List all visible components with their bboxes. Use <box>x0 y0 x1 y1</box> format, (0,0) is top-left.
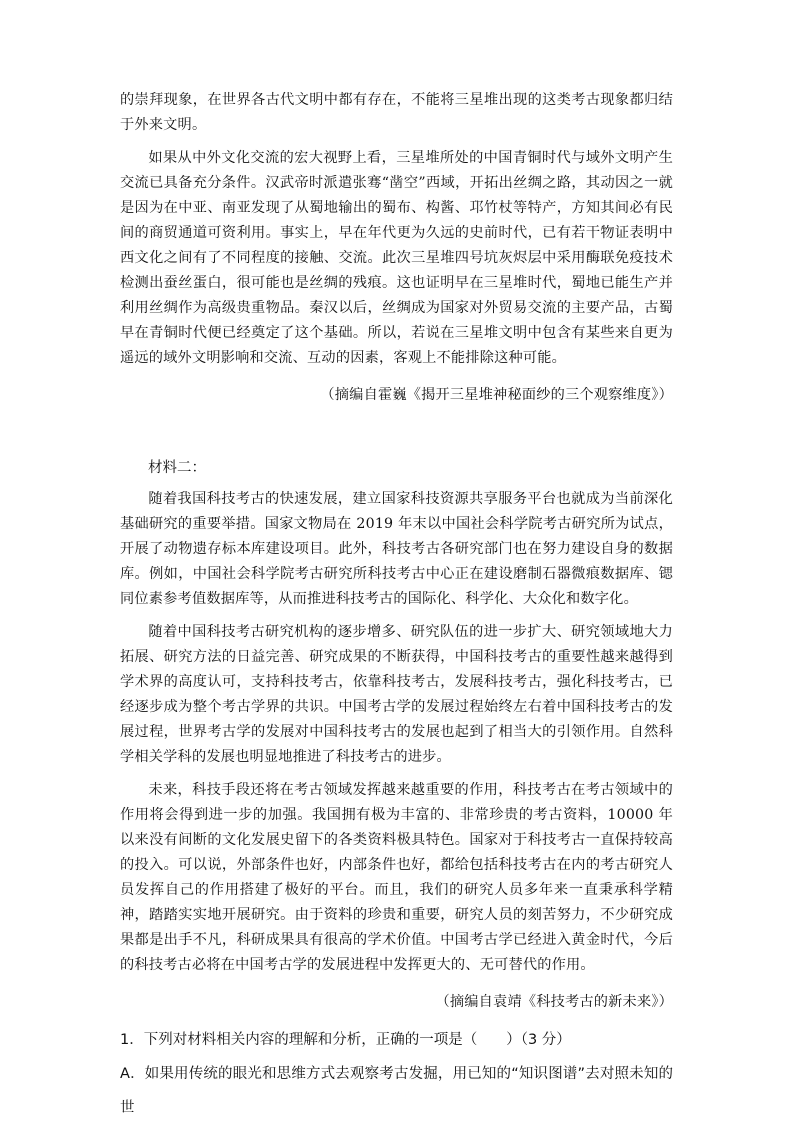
document-page <box>120 88 673 1125</box>
material-two-source: （摘编自袁靖《科技考古的新未来》） <box>435 994 673 1010</box>
material-two-title: 材料二： <box>148 460 206 476</box>
question-stem: 1．下列对材料相关内容的理解和分析，正确的一项是（ ）（3 分） <box>120 1032 571 1048</box>
material-one-source: （摘编自霍巍《揭开三星堆神秘面纱的三个观察维度》） <box>320 387 673 403</box>
material-two-first-paragraph: 随着我国科技考古的快速发展，建立国家科技资源共享服务平台也就成为当前深化基础研究的重要举措。国家文物局在 2019 年末以中国社会科学院考古研究所为试点，开展了动物遗存标本库建设项目。此外，科技考古各研究部门也在努力建设自身的数据库。例如，中国社会科学院考古研究所科技考古中心正在建设磨制石器微痕数据库、锶同位素参考值数据库等，从而推进科技考古的国际化、科学化、大众化和数字化。 <box>120 491 673 607</box>
question-option-a: A．如果用传统的眼光和思维方式去观察考古发掘，用已知的“知识图谱”去对照未知的世 <box>120 1066 673 1116</box>
material-one-second-paragraph: 如果从中外文化交流的宏大视野上看，三星堆所处的中国青铜时代与域外文明产生交流已具备充分条件。汉武帝时派遣张骞“凿空”西域，开拓出丝绸之路，其动因之一就是因为在中亚、南亚发现了从蜀地输出的蜀布、构酱、邛竹杖等特产，方知其间必有民间的商贸通道可资利用。事实上，早在年代更为久远的史前时代，已有若干物证表明中西文化之间有了不同程度的接触、交流。此次三星堆四号坑灰烬层中采用酶联免疫技术检测出蚕丝蛋白，很可能也是丝绸的残痕。这也证明早在三星堆时代，蜀地已能生产并利用丝绸作为高级贵重物品。秦汉以后，丝绸成为国家对外贸易交流的主要产品，古蜀早在青铜时代便已经奠定了这个基础。所以，若说在三星堆文明中包含有某些来自更为遥远的域外文明影响和交流、互动的因素，客观上不能排除这种可能。 <box>120 150 673 366</box>
material-two-third-paragraph: 未来，科技手段还将在考古领域发挥越来越重要的作用，科技考古在考古领域中的作用将会得到进一步的加强。我国拥有极为丰富的、非常珍贵的考古资料，10000 年以来没有间断的文化发展史留下的各类资料极具特色。国家对于科技考古一直保持较高的投入。可以说，外部条件也好，内部条件也好，都给包括科技考古在内的考古研究人员发挥自己的作用搭建了极好的平台。而且，我们的研究人员多年来一直秉承科学精神，踏踏实实地开展研究。由于资料的珍贵和重要，研究人员的刻苦努力，不少研究成果都是出手不凡，科研成果具有很高的学术价值。中国考古学已经进入黄金时代，今后的科技考古必将在中国考古学的发展进程中发挥更大的、无可替代的作用。 <box>120 782 673 973</box>
material-two-second-paragraph: 随着中国科技考古研究机构的逐步增多、研究队伍的进一步扩大、研究领域地大力拓展、研究方法的日益完善、研究成果的不断获得，中国科技考古的重要性越来越得到学术界的高度认可，支持科技考古，依靠科技考古，发展科技考古，强化科技考古，已经逐步成为整个考古学界的共识。中国考古学的发展过程始终左右着中国科技考古的发展过程，世界考古学的发展对中国科技考古的发展也起到了相当大的引领作用。自然科学相关学科的发展也明显地推进了科技考古的进步。 <box>120 624 673 765</box>
material-one-continued-paragraph: 的崇拜现象，在世界各古代文明中都有存在，不能将三星堆出现的这类考古现象都归结于外来文明。 <box>120 92 673 133</box>
